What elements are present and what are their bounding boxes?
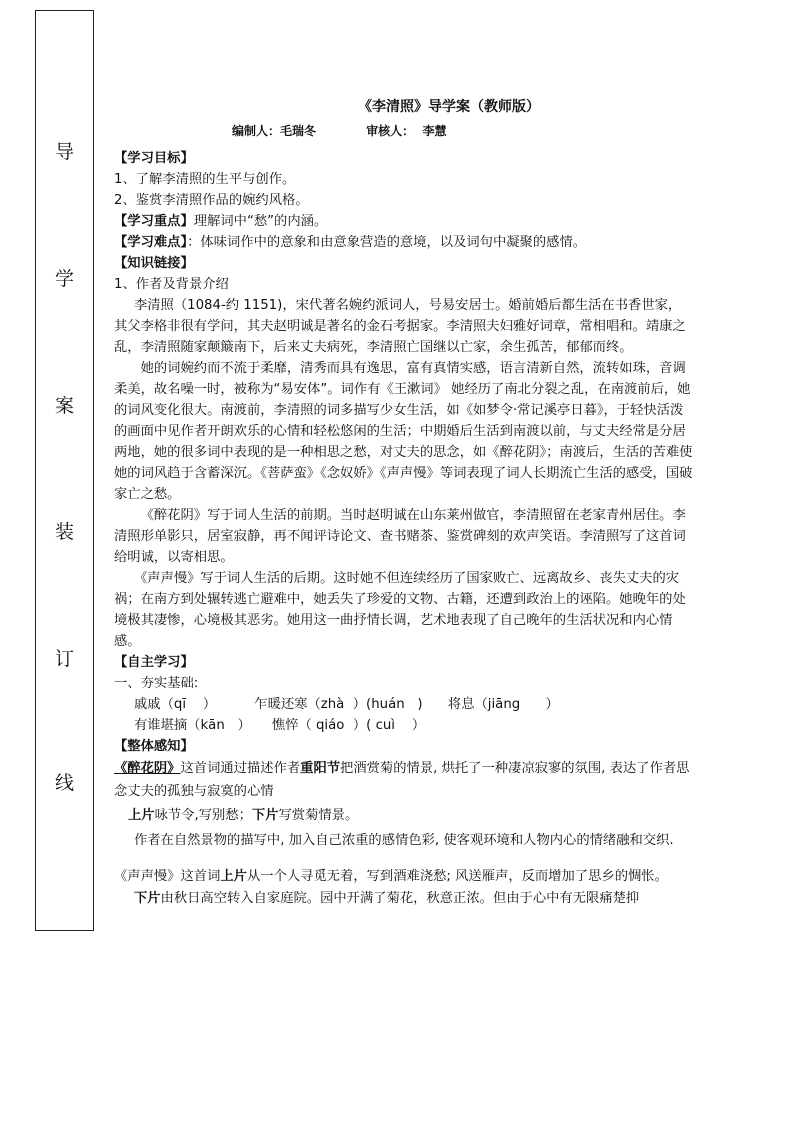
zuihuayin-text-a: 这首词通过描述作者 xyxy=(180,761,301,776)
goal-1: 1、了解李清照的生平与创作。 xyxy=(114,172,296,187)
knowledge-subheading: 1、作者及背景介绍 xyxy=(114,277,229,292)
difficult-label: 【学习难点】 xyxy=(114,235,188,250)
zuihuayin-structure xyxy=(114,803,694,829)
lower-label-1: 下片 xyxy=(251,808,279,823)
shengshengman-text-a: 《声声慢》这首词 xyxy=(114,869,221,884)
bio-paragraph-1: 李清照（1084-约 1151)，宋代著名婉约派词人，号易安居士。婚前婚后都生活在书香世家，其父李格非很有学问，其夫赵明诚是著名的金石考据家。李清照夫妇雅好词章，常相唱和。靖康之乱，李清照随家颠簸南下，后来丈夫病死，李清照亡国继以亡家，余生孤苦，郁郁而终。 xyxy=(114,298,686,355)
zuihuayin-analysis: 作者在自然景物的描写中, 加入自己浓重的感情色彩, 使客观环境和人物内心的情绪融和交织. xyxy=(133,833,674,848)
pinyin-line-1: 戚戚（qī ） 乍暖还寒（zhà ）(huán ) 将息（jiāng ） xyxy=(134,697,559,712)
key-text: 理解词中“愁”的内涵。 xyxy=(193,214,328,229)
shengshengman-text-c: 由秋日高空转入自家庭院。园中开满了菊花，秋意正浓。但由于心中有无限痛楚抑 xyxy=(160,891,640,906)
self-study-heading: 【自主学习】 xyxy=(114,655,194,670)
authors-line: 编制人：毛瑞冬 审核人： 李慧 xyxy=(232,124,447,138)
binding-char-6: 线 xyxy=(54,772,74,794)
shengshengman-paragraph xyxy=(114,866,694,888)
pinyin-line-2: 有谁堪摘（kān ） 憔悴（ qiáo ）( cuì ） xyxy=(134,718,426,733)
document-body xyxy=(114,98,694,910)
shengshengman-text-b: 从一个人寻觅无着，写到酒难浇愁; 风送雁声，反而增加了思乡的惆怅。 xyxy=(246,869,668,884)
upper-label-1: 上片 xyxy=(128,808,155,823)
lower-label-2: 下片 xyxy=(133,891,161,906)
bio-paragraph-4: 《声声慢》写于词人生活的后期。这时她不但连续经历了国家败亡、远离故乡、丧失丈夫的灾祸；在南方到处辗转逃亡避难中，她丢失了珍爱的文物、古籍，还遭到政治上的诬陷。她晚年的处境极其凄惨，心境极其恶劣。她用这一曲抒情长调，艺术地表现了自己晚年的生活状况和内心情感。 xyxy=(114,571,686,649)
self-study-subheading: 一、夯实基础: xyxy=(114,676,199,691)
key-point xyxy=(114,211,694,232)
difficult-text: ：体味词作中的意象和由意象营造的意境，以及词句中凝聚的感情。 xyxy=(187,235,587,250)
shengshengman-lower xyxy=(114,888,694,910)
binding-char-2: 学 xyxy=(54,268,74,290)
binding-char-3: 案 xyxy=(54,395,74,417)
binding-char-4: 装 xyxy=(54,521,74,543)
goals-heading: 【学习目标】 xyxy=(114,151,194,166)
zuihuayin-text-b: 把酒赏菊的情景, 烘托了一种凄凉寂寥的氛围, 表达了作者思念丈夫的孤独与寂寞的心情 xyxy=(114,761,690,799)
bio-paragraph-2: 她的词婉约而不流于柔靡，清秀而具有逸思，富有真情实感，语言清新自然，流转如珠，音调柔美，故名噪一时，被称为“易安体”。词作有《王漱词》 她经历了南北分裂之乱，在南渡前后，她的词风变化很大。南渡前，李清照的词多描写少女生活，如《如梦令·常记溪亭日暮》，于轻快活泼的画面中见作者开朗欢乐的心情和轻松悠闲的生活；中期婚后生活到南渡以前，与丈夫经常是分居两地，她的很多词中表现的是一种相思之愁，对丈夫的思念，如《醉花阴》；南渡后，生活的苦难使她的词风趋于含蓄深沉。《菩萨蛮》《念奴娇》《声声慢》等词表现了词人长期流亡生活的感受，国破家亡之愁。 xyxy=(114,361,693,502)
lower-text-1: 写赏菊情景。 xyxy=(278,808,359,823)
zuihuayin-title: 《醉花阴》 xyxy=(114,761,181,776)
overall-heading: 【整体感知】 xyxy=(114,739,194,754)
zuihuayin-bold: 重阳节 xyxy=(300,761,341,776)
knowledge-heading: 【知识链接】 xyxy=(114,256,194,271)
page-title: 《李清照》导学案（教师版） xyxy=(358,99,540,115)
binding-char-1: 导 xyxy=(54,141,74,163)
key-label: 【学习重点】 xyxy=(114,214,194,229)
upper-text-1: 咏节令,写别愁； xyxy=(154,808,252,823)
upper-label-2: 上片 xyxy=(220,869,247,884)
binding-char-5: 订 xyxy=(54,648,74,670)
binding-margin-box xyxy=(35,10,94,931)
zuihuayin-paragraph xyxy=(114,757,694,803)
difficult-point xyxy=(114,232,694,253)
bio-paragraph-3: 《醉花阴》写于词人生活的前期。当时赵明诚在山东莱州做官，李清照留在老家青州居住。李清照形单影只，居室寂静，再不闻评诗论文、查书赌茶、鉴赏碑刻的欢声笑语。李清照写了这首词给明诚，以寄相思。 xyxy=(114,508,686,565)
goal-2: 2、鉴赏李清照作品的婉约风格。 xyxy=(114,193,309,208)
